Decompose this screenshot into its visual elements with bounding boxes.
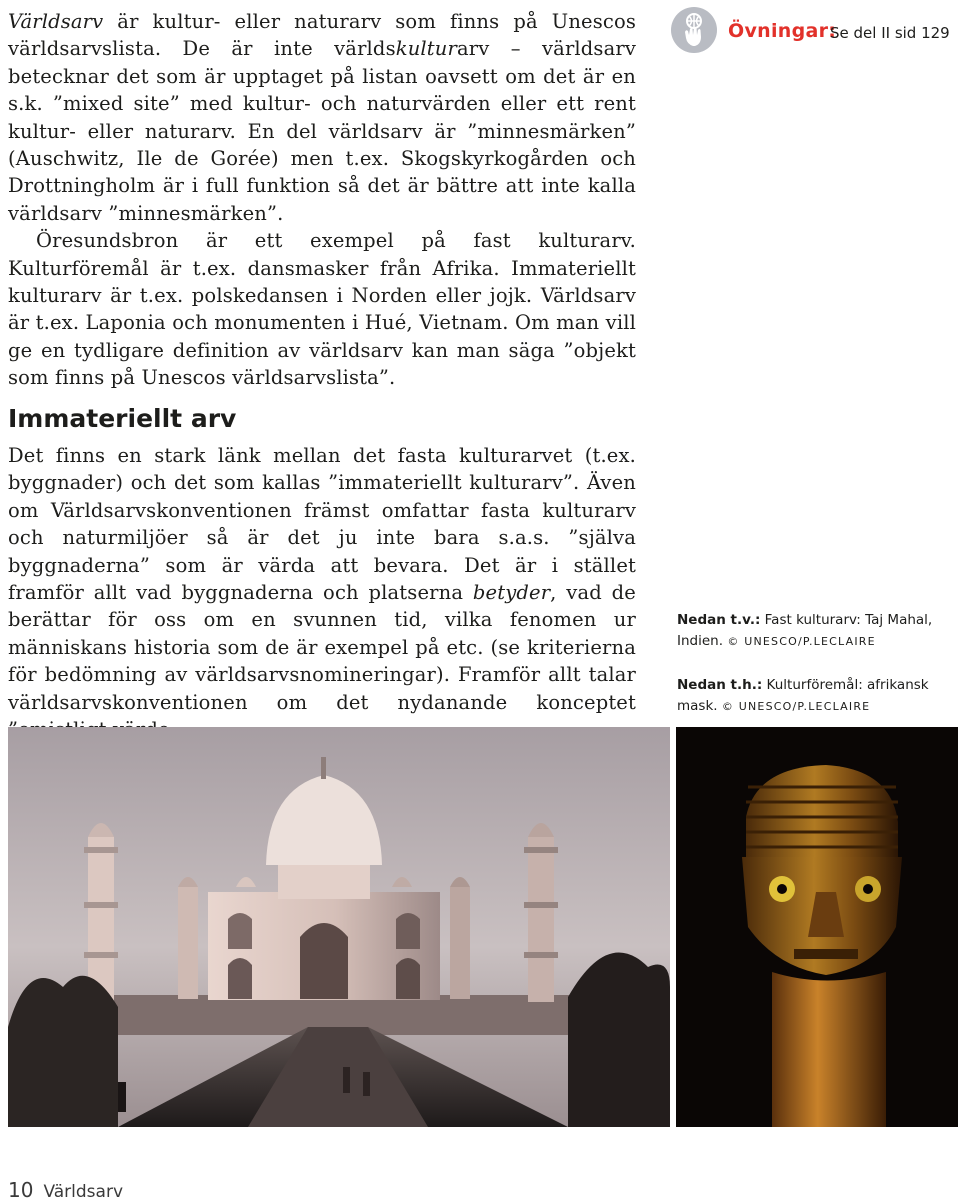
photo-credit: © UNESCO/P.LECLAIRE: [721, 700, 871, 713]
paragraph-heritage-examples: [8, 227, 636, 391]
caption-lead: Nedan t.h.:: [677, 677, 763, 693]
exercises-page-reference: Se del II sid 129: [830, 24, 950, 42]
paragraph-text: är kultur- eller naturarv som finns på Unescos världsarvslista. De är inte världs: [8, 10, 636, 61]
paragraph-text: Öresundsbron är ett exempel på fast kulturarv. Kulturföremål är t.ex. dansmasker från Afrika. Immateriellt kulturarv är t.ex. polskedansen i Norden eller jojk. Världsarv är t.ex. Laponia och monumenten i Hué, Vietnam. Om man vill ge en tydligare definition av världsarv kan man säga ”objekt som finns på Unescos världsarvslista”.: [8, 229, 636, 390]
caption-lead: Nedan t.v.:: [677, 612, 761, 628]
paragraph-text: , vad de berättar för oss om en svunnen tid, vilka fenomen ur människans historia som de är exempel på etc. (se kriterierna för bedömning av världsarvsnomineringar). Framför allt talar världsarvskonventionen om det nydanande konceptet: [8, 581, 636, 714]
paragraph-text: Det finns en stark länk mellan det fasta kulturarvet (t.ex. byggnader) och det som kallas ”immateriellt kulturarv”. Även om Världsarvskonventionen främst omfattar fasta kulturarv och naturmiljöer så är det ju inte bara s.a.s. ”själva byggnaderna” som är värda att bevara. Det är i stället framför allt vad byggnaderna och platserna: [8, 444, 636, 605]
page-footer: [8, 1178, 123, 1202]
exercises-label: Övningar:: [728, 20, 837, 42]
caption-text: Fast kulturarv: Taj Mahal, Indien.: [677, 612, 933, 649]
paragraph-world-heritage-definition: [8, 8, 636, 227]
hand-globe-icon: [670, 6, 718, 54]
emphasized-text: Världsarv: [8, 10, 104, 33]
african-mask-photo: [676, 727, 958, 1127]
page-number: 10: [8, 1178, 34, 1202]
emphasized-text: betyder: [472, 581, 551, 605]
exercises-reference: [670, 6, 955, 58]
intangible-heritage-section: [8, 442, 636, 743]
taj-mahal-photo: [8, 727, 670, 1127]
caption-mask: [677, 675, 957, 717]
section-heading: Immateriellt arv: [8, 404, 237, 433]
paragraph-intangible-heritage: [8, 442, 636, 743]
paragraph-text: arv – världsarv betecknar det som är upptaget på listan oavsett om det är en s.k. ”mixed site” med kultur- och naturvärden eller ett rent kultur- eller naturarv. En del världsarv är ”minnesmärken” (Auschwitz, Ile de Gorée) men t.ex. Skogskyrkogården och Drottningholm är i full funktion så det är bättre att inte kalla världsarv ”minnesmärken”.: [8, 37, 637, 225]
emphasized-text: kultur: [395, 37, 457, 61]
running-title: Världsarv: [43, 1182, 124, 1202]
photo-credit: © UNESCO/P.LECLAIRE: [727, 635, 876, 648]
main-text-column: [8, 8, 636, 392]
caption-text: Kulturföremål: afrikansk mask.: [677, 677, 929, 714]
caption-taj-mahal: [677, 610, 957, 652]
